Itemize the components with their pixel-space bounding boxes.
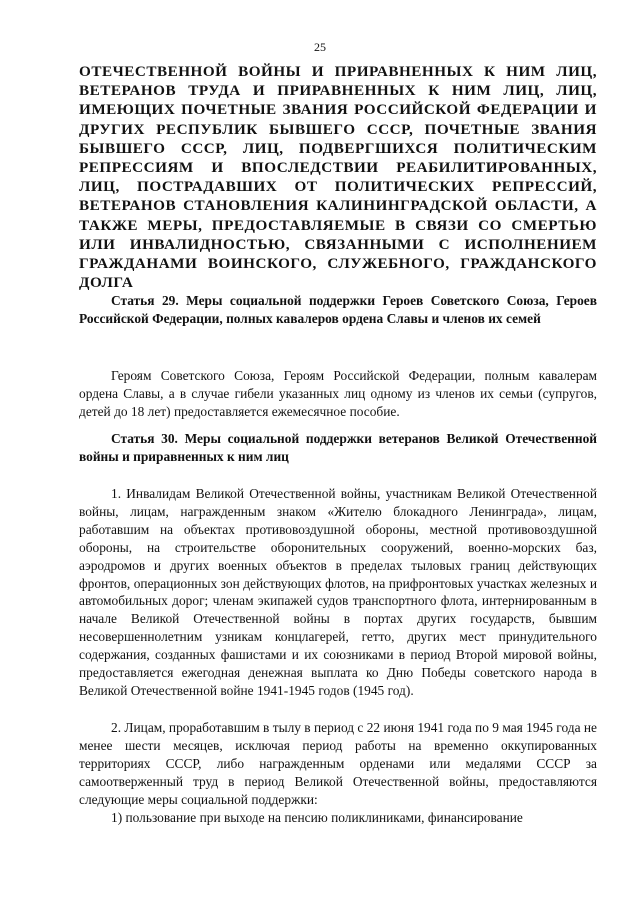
article-30-paragraph-1: 1. Инвалидам Великой Отечественной войны, участникам Великой Отечественной войны, лицам, награжденным знаком «Жителю блокадного Ленинграда», лицам, работавшим на объектах противовоздушной обороны, местной противовоздушной обороны, на строительстве оборонительных сооружений, военно-морских баз, аэродромов и других военных объектов в пределах тыловых границ действующих фронтов, операционных зон действующих флотов, на прифронтовых участках железных и автомобильных дорог; членам экипажей судов транспортного флота, интернированным в начале Великой Отечественной войны в портах других государств, бывшим несовершеннолетним узникам концлагерей, гетто, других мест принудительного содержания, созданных фашистами и их союзниками в период Второй мировой войны, предоставляется ежегодная денежная выплата ко Дню Победы советского народа в Великой Отечественной войне 1941-1945 годов (1945 год). — [79, 486, 597, 698]
article-30-title: Статья 30. Меры социальной поддержки ветеранов Великой Отечественной войны и приравненных к ним лиц — [79, 431, 597, 464]
article-29-text: Героям Советского Союза, Героям Российской Федерации, полным кавалерам ордена Славы, а в случае гибели указанных лиц одному из членов их семьи (супругов, детей до 18 лет) предоставляется ежемесячное пособие. — [79, 368, 597, 419]
page-number: 25 — [314, 40, 326, 54]
article-29-title: Статья 29. Меры социальной поддержки Героев Советского Союза, Героев Российской Федерации, полных кавалеров ордена Славы и членов их семей — [79, 293, 597, 326]
article-30-paragraph-2: 2. Лицам, проработавшим в тылу в период с 22 июня 1941 года по 9 мая 1945 года не менее шести месяцев, исключая период работы на временно оккупированных территориях СССР, либо награжденным орденами или медалями СССР за самоотверженный труд в период Великой Отечественной войны, предоставляются следующие меры социальной поддержки: — [79, 720, 597, 807]
article-30-paragraph-3: 1) пользование при выходе на пенсию поликлиниками, финансирование — [111, 810, 523, 825]
chapter-heading: ОТЕЧЕСТВЕННОЙ ВОЙНЫ И ПРИРАВНЕННЫХ К НИМ ЛИЦ, ВЕТЕРАНОВ ТРУДА И ПРИРАВНЕННЫХ К НИМ ЛИЦ, ЛИЦ, ИМЕЮЩИХ ПОЧЕТНЫЕ ЗВАНИЯ РОССИЙСКОЙ ФЕДЕРАЦИИ И ДРУГИХ РЕСПУБЛИК БЫВШЕГО СССР, ПОЧЕТНЫЕ ЗВАНИЯ БЫВШЕГО СССР, ЛИЦ, ПОДВЕРГШИХСЯ ПОЛИТИЧЕСКИМ РЕПРЕССИЯМ И ВПОСЛЕДСТВИИ РЕАБИЛИТИРОВАННЫХ, ЛИЦ, ПОСТРАДАВШИХ ОТ ПОЛИТИЧЕСКИХ РЕПРЕССИЙ, ВЕТЕРАНОВ СТАНОВЛЕНИЯ КАЛИНИНГРАДСКОЙ ОБЛАСТИ, А ТАКЖЕ МЕРЫ, ПРЕДОСТАВЛЯЕМЫЕ В СВЯЗИ СО СМЕРТЬЮ ИЛИ ИНВАЛИДНОСТЬЮ, СВЯЗАННЫМИ С ИСПОЛНЕНИЕМ ГРАЖДАНАМИ ВОИНСКОГО, СЛУЖЕБНОГО, ГРАЖДАНСКОГО ДОЛГА — [79, 63, 597, 292]
